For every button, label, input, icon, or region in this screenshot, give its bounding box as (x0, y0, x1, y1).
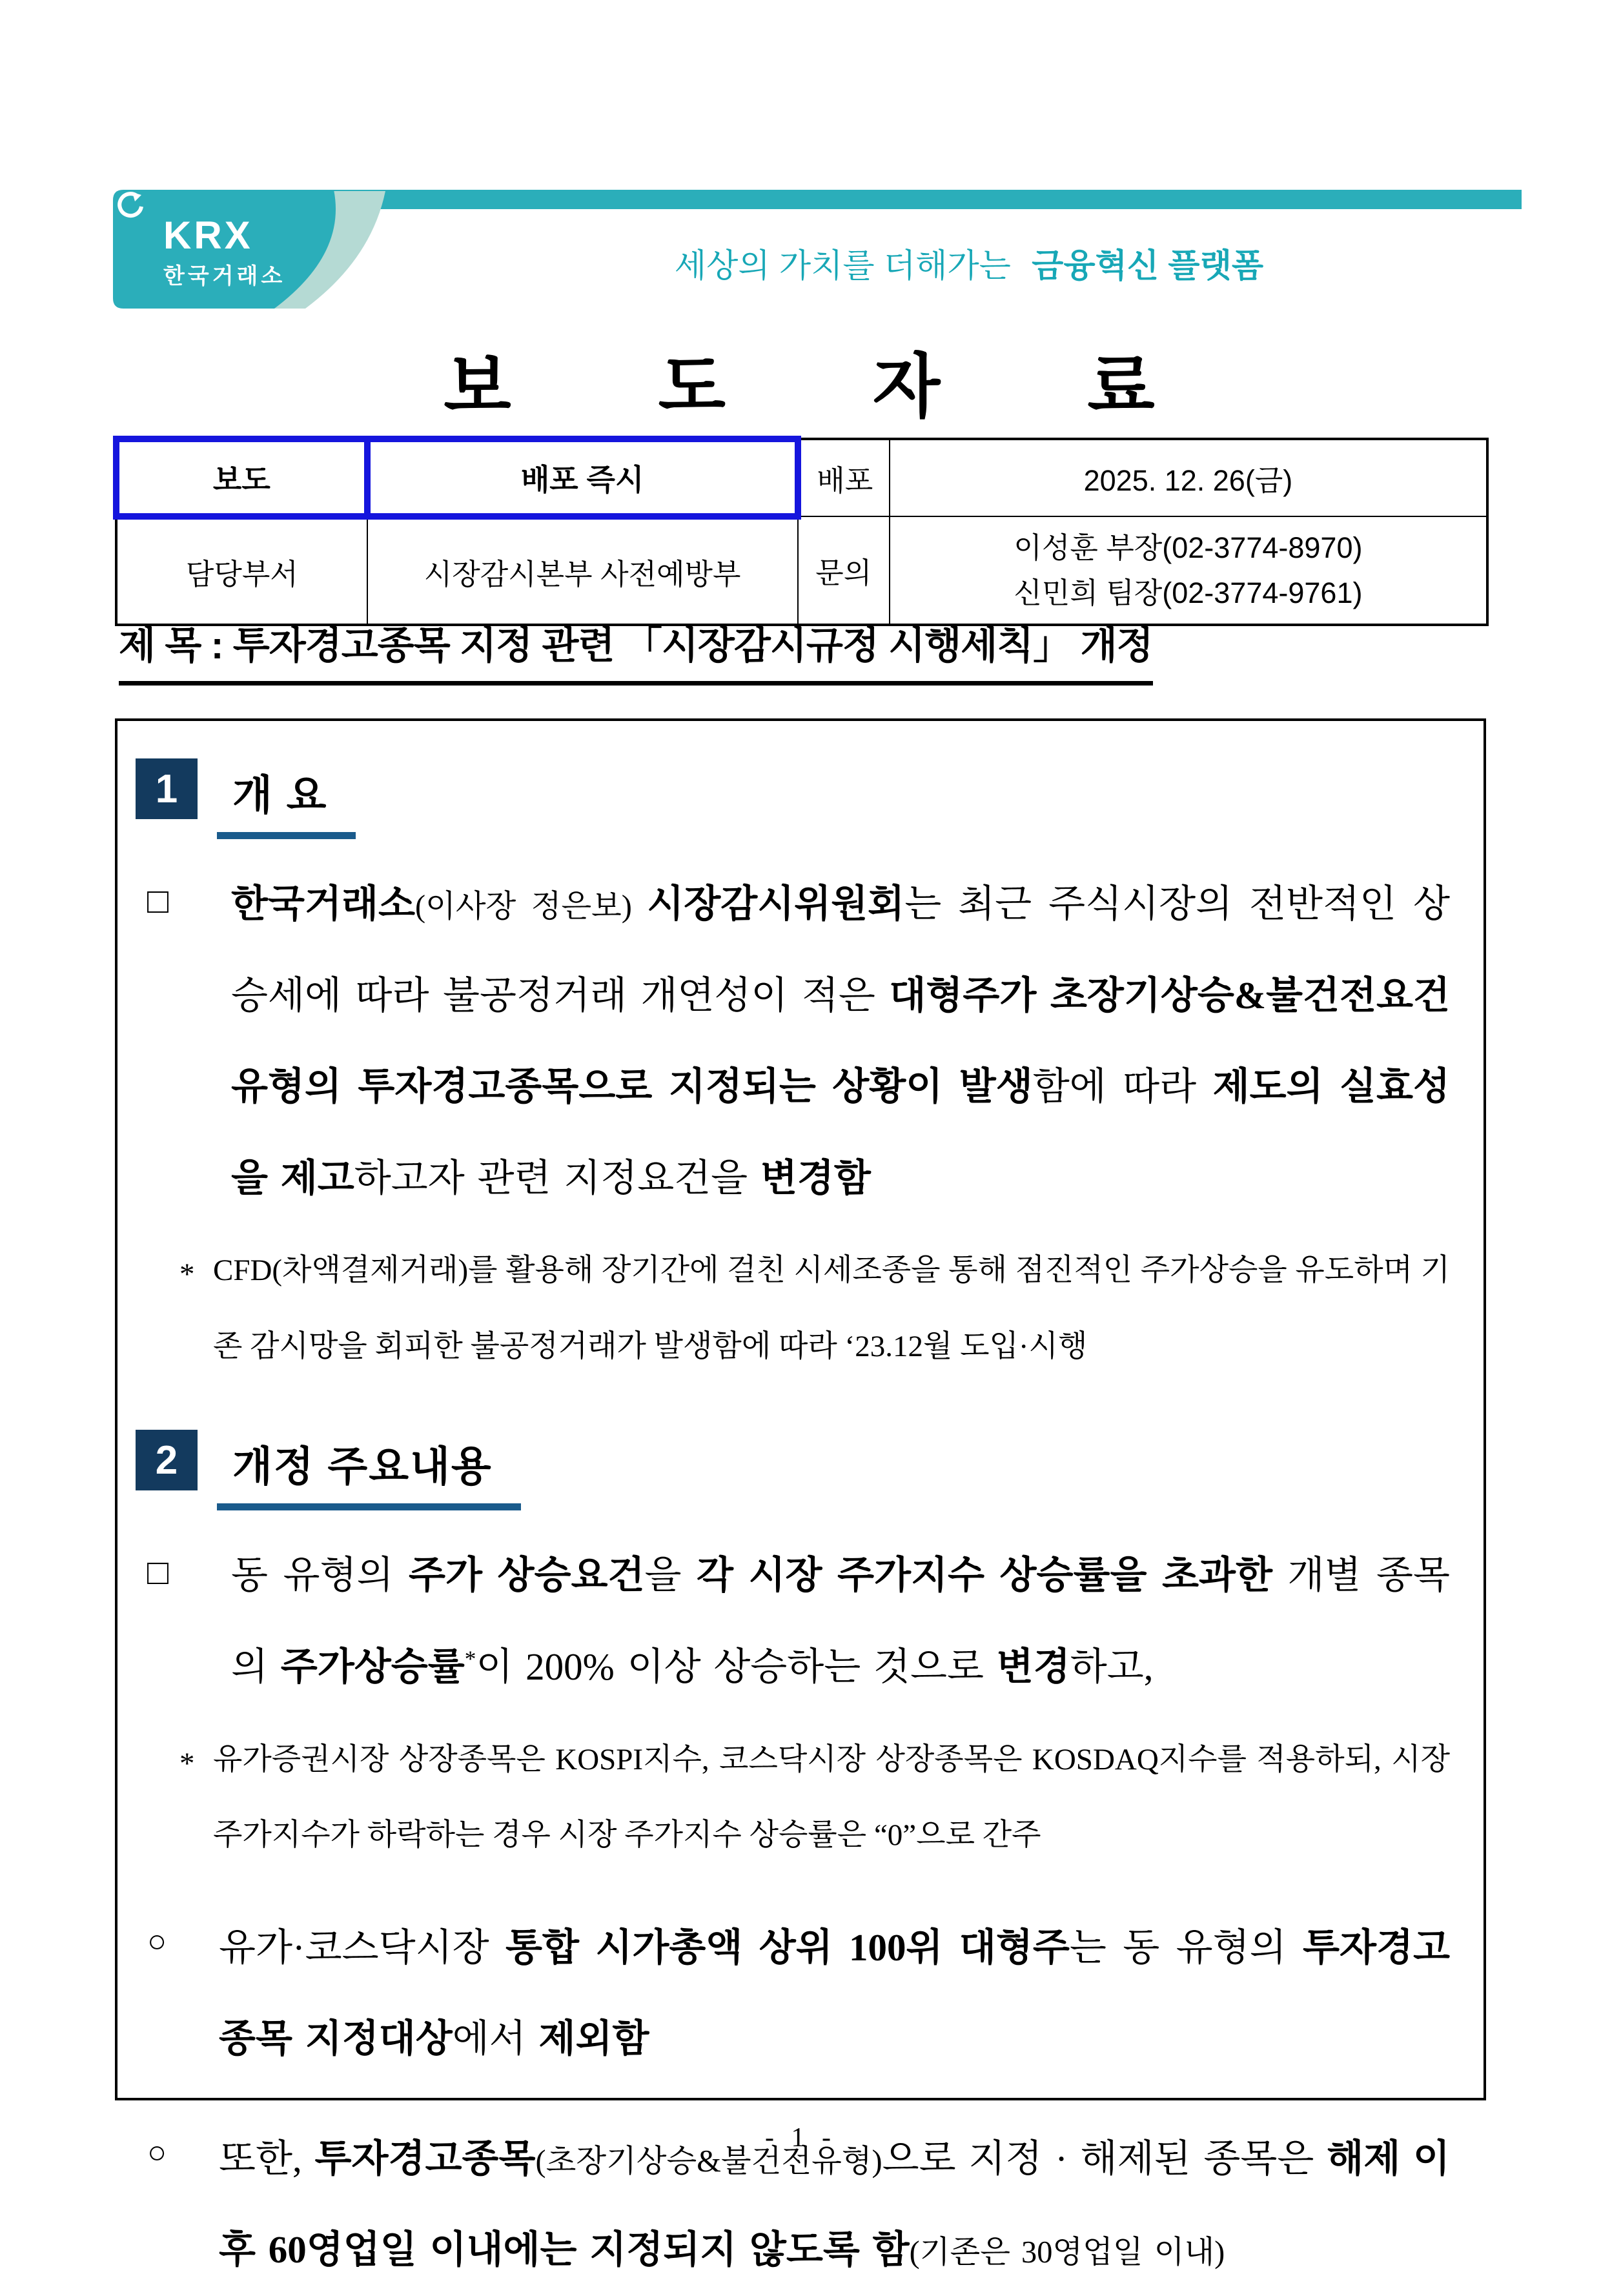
section-1-paragraph (147, 858, 1450, 1224)
section-1-footnote (179, 1233, 1450, 1385)
document-type-title: 보 도 자 료 (444, 347, 1157, 425)
cell-release-timing: 배포 즉시 (367, 439, 798, 516)
release-info-table (113, 436, 1489, 626)
contact-line: 이성훈 부장(02-3774-8970) (1014, 531, 1363, 564)
bullet-text: 또한, 투자경고종목(초장기상승&불건전유형)으로 지정 · 해제된 종목은 해제 이후 60영업일 이내에는 지정되지 않도록 함(기존은 30영업일 이내) (219, 2137, 1450, 2271)
subject-line (119, 615, 1482, 686)
paragraph-text: 동 유형의 주가 상승요건을 각 시장 주가지수 상승률을 초과한 개별 종목의 주가상승률*이 200% 이상 상승하는 것으로 변경하고, (231, 1554, 1451, 1688)
krx-logo (113, 190, 397, 309)
brand-bar (326, 190, 1522, 209)
table-row (116, 516, 1487, 625)
krx-logo-korean: 한국거래소 (163, 264, 286, 289)
section-2-paragraph (147, 1530, 1450, 1712)
circle-bullet-marker: ○ (147, 2133, 167, 2170)
section-1-number: 1 (136, 758, 198, 819)
section-1-header (136, 758, 1450, 839)
asterisk-marker: * (179, 1257, 195, 1292)
page-number: - 1 - (765, 2123, 836, 2153)
section-2-bullet-1 (147, 1902, 1450, 2085)
section-2-footnote (179, 1722, 1450, 1874)
section-1-title: 개 요 (217, 758, 356, 839)
brand-tagline (416, 239, 1522, 287)
tagline-bold: 금융혁신 플랫폼 (1032, 247, 1264, 284)
paragraph-text: 한국거래소(이사장 정은보) 시장감시위원회는 최근 주식시장의 전반적인 상승세에 따라 불공정거래 개연성이 적은 대형주가 초장기상승&불건전요건 유형의 투자경고종목으로 지정되는 상황이 발생함에 따라 제도의 실효성을 제고하고자 관련 지정요건을 변경함 (231, 882, 1450, 1199)
cell-department-value: 시장감시본부 사전예방부 (367, 516, 798, 625)
asterisk-marker: * (179, 1746, 195, 1780)
subject-text: 제 목 : 투자경고종목 지정 관련 「시장감시규정 시행세칙」 개정 (119, 615, 1153, 686)
cell-inquiry-label: 문의 (798, 516, 890, 625)
tagline-light: 세상의 가치를 더해가는 (674, 247, 1011, 284)
table-row (116, 439, 1487, 516)
content-box (115, 718, 1486, 2271)
cell-department-label: 담당부서 (116, 516, 367, 625)
cell-distribution-label: 배포 (798, 439, 890, 516)
krx-logo-text: KRX (163, 214, 253, 257)
square-bullet-marker: □ (147, 881, 169, 920)
footnote-text: 유가증권시장 상장종목은 KOSPI지수, 코스닥시장 상장종목은 KOSDAQ지수를 적용하되, 시장 주가지수가 하락하는 경우 시장 주가지수 상승률은 “0”으로 간주 (213, 1742, 1450, 1853)
circle-bullet-marker: ○ (147, 1922, 167, 1959)
krx-logo-shape (113, 190, 397, 309)
footnote-text: CFD(차액결제거래)를 활용해 장기간에 걸친 시세조종을 통해 점진적인 주가상승을 유도하며 기존 감시망을 회피한 불공정거래가 발생함에 따라 ‘23.12월 도입·시행 (213, 1254, 1450, 1363)
circular-arrows-icon (113, 190, 147, 223)
masthead (113, 190, 1522, 309)
bullet-text: 유가·코스닥시장 통합 시가총액 상위 100위 대형주는 동 유형의 투자경고종목 지정대상에서 제외함 (219, 1925, 1450, 2060)
section-2-header (136, 1430, 1450, 1510)
section-2-title: 개정 주요내용 (217, 1430, 521, 1510)
cell-release-label: 보도 (116, 439, 367, 516)
contact-line: 신민희 팀장(02-3774-9761) (1014, 576, 1363, 609)
cell-inquiry-contacts (890, 516, 1487, 625)
cell-distribution-date: 2025. 12. 26(금) (890, 439, 1487, 516)
square-bullet-marker: □ (147, 1552, 169, 1592)
section-2-number: 2 (136, 1430, 198, 1490)
